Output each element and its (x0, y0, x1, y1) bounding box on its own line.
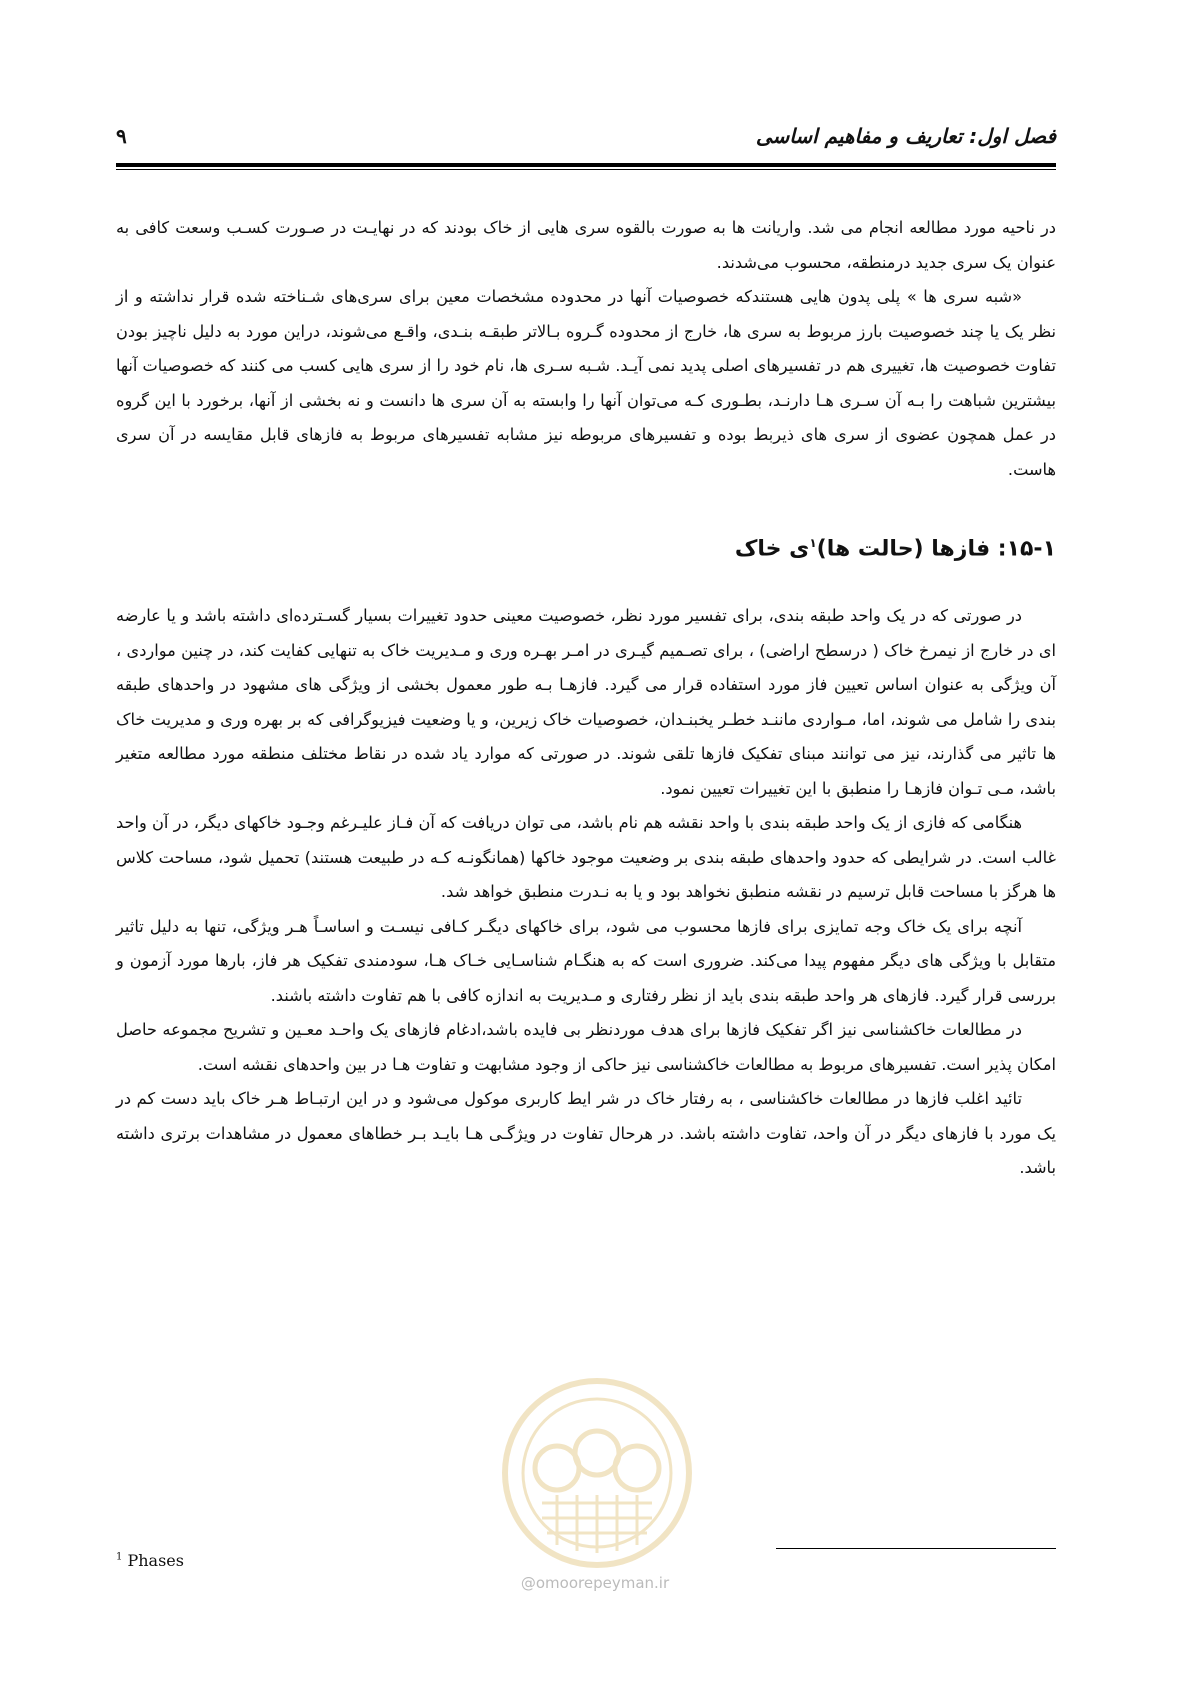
page-header (116, 112, 1056, 156)
paragraph-7: تائید اغلب فازها در مطالعات خاکشناسی ، به رفتار خاک در شر ایط کاربری موکول می‌شود و در این ارتبـاط هـر خاک باید دست کم در یک مورد با فازهای دیگر در آن واحد، تفاوت داشته باشد. در هرحال تفاوت در ویژگـی هـا بایـد بـر خطاهای معمول در مشاهدات برتری داشته باشد. (116, 1089, 1056, 1178)
section-heading-tail: ی خاک (734, 536, 810, 562)
paragraph-1: در ناحیه مورد مطالعه انجام می شد. واریانت ها به صورت بالقوه سری هایی از خاک بودند که در نهایـت در صـورت کسـب وسعت کافی به عنوان یک سری جدید درمنطقه، محسوب می‌شدند. (116, 218, 1056, 272)
footnote-ref: ۱ (809, 536, 817, 550)
header-rule-thin (116, 169, 1056, 170)
paragraph-5: آنچه برای یک خاک وجه تمایزی برای فازها محسوب می شود، برای خاکهای دیگـر کـافی نیسـت و اساسـاً هـر ویژگی، تنها به دلیل تاثیر متقابل با ویژگی های دیگر مفهوم پیدا می‌کند. ضروری است که به هنگـام شناسـایی خـاک هـا، سودمندی تفکیک هر فاز، بارها مورد آزمون و بررسی قرار گیرد. فازهای هر واحد طبقه بندی باید از نظر رفتاری و مـدیریت به اندازه کافی با هم تفاوت داشته باشند. (116, 916, 1056, 1005)
section-heading (116, 523, 1056, 569)
chapter-title: فصل اول: تعاریف و مفاهیم اساسی (755, 124, 1056, 148)
footnote-rule (776, 1548, 1056, 1549)
footnote (116, 1551, 184, 1570)
paragraph-6: در مطالعات خاکشناسی نیز اگر تفکیک فازها برای هدف موردنظر بی فایده باشد،ادغام فازهای یک واحـد معـین و تشریح مجموعه حاصل امکان پذیر است. تفسیرهای مربوط به مطالعات خاکشناسی نیز حاکی از وجود مشابهت و تفاوت هـا در بین واحدهای نقشه است. (116, 1020, 1056, 1074)
paragraph-4: هنگامی که فازی از یک واحد طبقه بندی با واحد نقشه هم نام باشد، می توان دریافت که آن فـاز علیـرغم وجـود خاکهای دیگر، در آن واحد غالب است. در شرایطی که حدود واحدهای طبقه بندی بر وضعیت موجود خاکها (همانگونـه کـه در طبیعت هستند) تحمیل شود، مساحت کلاس ها هرگز با مساحت قابل ترسیم در نقشه منطبق نخواهد بود و یا به نـدرت منطبق خواهد شد. (116, 813, 1056, 902)
header-rule-thick (116, 163, 1056, 167)
paragraph-2: «شبه سری ها » پلی پدون هایی هستندکه خصوصیات آنها در محدوده مشخصات معین برای سری‌های شـناخته شده قرار نداشته و از نظر یک یا چند خصوصیت بارز مربوط به سری ها، خارج از محدوده گـروه بـالاتر طبقـه بنـدی، واقـع می‌شوند، دراین مورد به دلیل ناچیز بودن تفاوت خصوصیت ها، تغییری هم در تفسیرهای اصلی پدید نمی آیـد. شـبه سـری ها، نام خود را از سری هایی کسب می کنند که خصوصیات آنها بیشترین شباهت را بـه آن سـری هـا دارنـد، بطـوری کـه می‌توان آنها را وابسته به آن سری ها دانست و نه بخشی از آنها، برخورد با این گروه در عمل همچون عضوی از سری های ذیربط بوده و تفسیرهای مربوطه نیز مشابه تفسیرهای مربوط به فازهای قابل مقایسه در آن سری هاست. (116, 287, 1056, 479)
footnote-marker: 1 (116, 1551, 123, 1563)
watermark-logo-icon (487, 1373, 707, 1573)
watermark-url: @omoorepeyman.ir (520, 1574, 670, 1592)
paragraph-3: در صورتی که در یک واحد طبقه بندی، برای تفسیر مورد نظر، خصوصیت معینی حدود تغییرات بسیار گسـترده‌ای داشته باشد و یا عارضه ای در خارج از نیمرخ خاک ( درسطح اراضی) ، برای تصـمیم گیـری در امـر بهـره وری و مـدیریت خاک به تنهایی کفایت کند، در چنین مواردی ، آن ویژگی به عنوان اساس تعیین فاز مورد استفاده قرار می گیرد. فازهـا بـه طور معمول بخشی از ویژگی های مشهود در واحدهای طبقه بندی را شامل می شوند، اما، مـواردی ماننـد خطـر یخبنـدان، خصوصیات خاک زیرین، و یا وضعیت فیزیوگرافی که بر بهره وری و مدیریت خاک ها تاثیر می گذارند، نیز می توانند مبنای تفکیک فازها تلقی شوند. در صورتی که موارد یاد شده در نقاط مختلف منطقه مورد مطالعه متغیر باشد، مـی تـوان فازهـا را منطبق با این تغییرات تعیین نمود. (116, 606, 1056, 798)
body-text (116, 211, 1056, 1186)
section-heading-text: ۱۵-۱: فازها (حالت ها) (816, 536, 1056, 562)
footnote-text: Phases (127, 1551, 184, 1570)
page-number: ۹ (116, 124, 127, 148)
